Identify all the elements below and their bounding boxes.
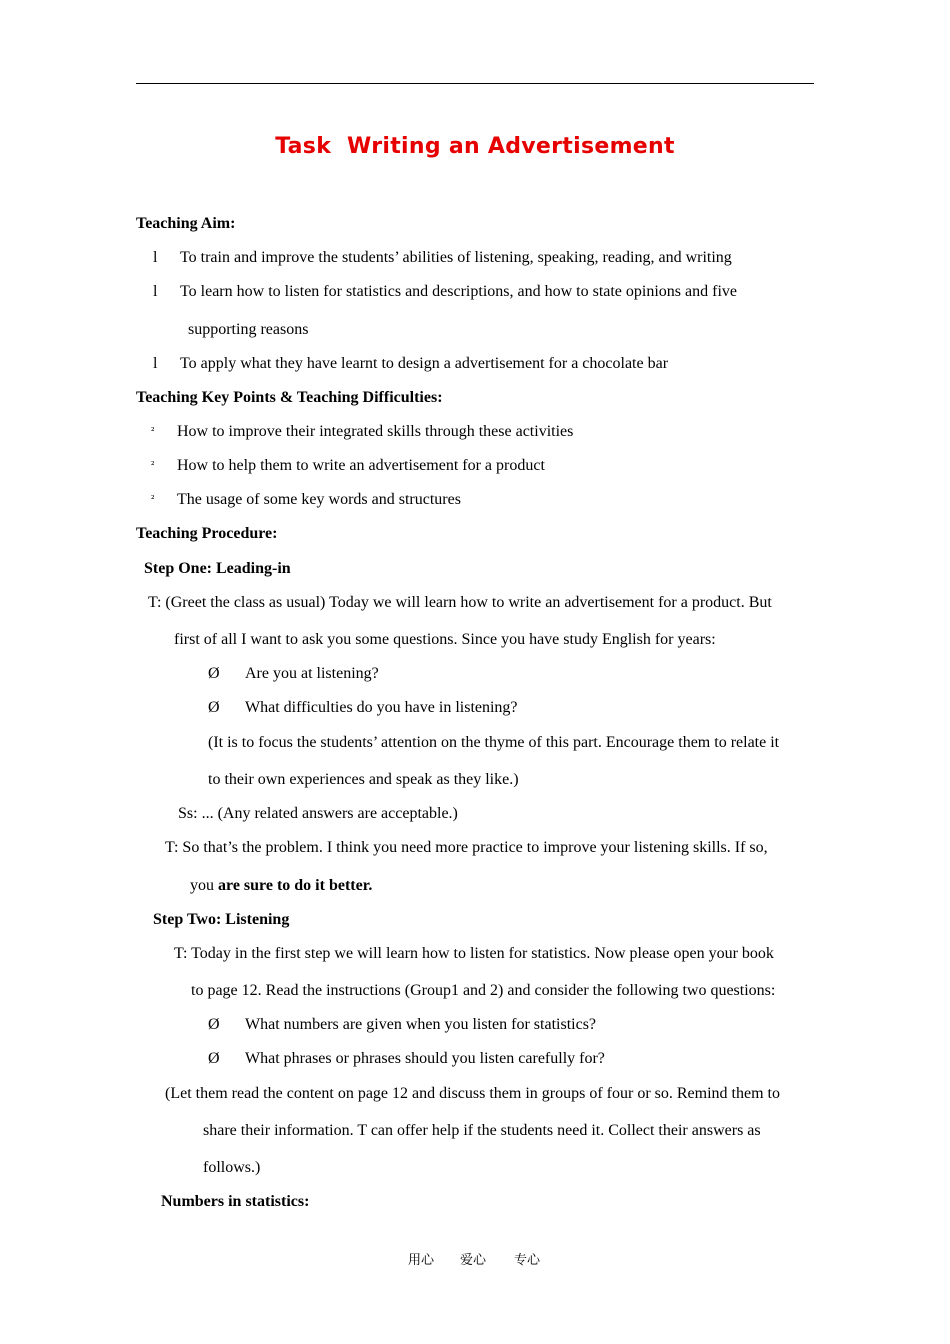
step-two-note-line-3: follows.) bbox=[203, 1159, 261, 1176]
page-title: Task Writing an Advertisement bbox=[275, 134, 675, 159]
followup-plain-text: you bbox=[190, 877, 218, 894]
step-two-note-line-2: share their information. T can offer help if the students need it. Collect their answers as bbox=[203, 1122, 761, 1139]
bullet-marker: ² bbox=[151, 493, 155, 505]
aim-item-2: To learn how to listen for statistics and descriptions, and how to state opinions and five bbox=[180, 283, 737, 300]
bullet-marker: ² bbox=[151, 459, 155, 471]
arrow-bullet: Ø bbox=[208, 665, 220, 682]
key-points-heading: Teaching Key Points & Teaching Difficulties: bbox=[136, 389, 443, 406]
arrow-bullet: Ø bbox=[208, 699, 220, 716]
step-two-note-line-1: (Let them read the content on page 12 and discuss them in groups of four or so. Remind them to bbox=[165, 1085, 780, 1102]
arrow-bullet: Ø bbox=[208, 1016, 220, 1033]
bullet-marker: ² bbox=[151, 425, 155, 437]
followup-bold-text: are sure to do it better. bbox=[218, 877, 373, 894]
key-point-2: How to help them to write an advertisement for a product bbox=[177, 457, 545, 474]
step-two-heading: Step Two: Listening bbox=[153, 911, 290, 928]
aim-item-2-continued: supporting reasons bbox=[188, 321, 309, 338]
bullet-marker: l bbox=[153, 355, 158, 372]
header-rule bbox=[136, 83, 814, 84]
step-one-teacher-line-1: T: (Greet the class as usual) Today we will learn how to write an advertisement for a product. But bbox=[148, 594, 772, 611]
step-one-teacher-followup-line-1: T: So that’s the problem. I think you need more practice to improve your listening skills. If so, bbox=[165, 839, 768, 856]
step-one-question-2: What difficulties do you have in listening? bbox=[245, 699, 518, 716]
aim-item-1: To train and improve the students’ abilities of listening, speaking, reading, and writing bbox=[180, 249, 732, 266]
step-one-question-1: Are you at listening? bbox=[245, 665, 379, 682]
key-point-3: The usage of some key words and structures bbox=[177, 491, 461, 508]
footer-text-2: 爱心 bbox=[460, 1253, 487, 1268]
procedure-heading: Teaching Procedure: bbox=[136, 525, 278, 542]
footer-text-1: 用心 bbox=[408, 1253, 435, 1268]
step-two-teacher-line-2: to page 12. Read the instructions (Group1 and 2) and consider the following two questions: bbox=[191, 982, 776, 999]
aim-item-3: To apply what they have learnt to design a advertisement for a chocolate bar bbox=[180, 355, 669, 372]
numbers-in-statistics-heading: Numbers in statistics: bbox=[161, 1193, 310, 1210]
key-point-1: How to improve their integrated skills through these activities bbox=[177, 423, 574, 440]
step-one-heading: Step One: Leading-in bbox=[144, 560, 291, 577]
step-two-question-1: What numbers are given when you listen for statistics? bbox=[245, 1016, 597, 1033]
bullet-marker: l bbox=[153, 283, 158, 300]
bullet-marker: l bbox=[153, 249, 158, 266]
step-one-teacher-line-2: first of all I want to ask you some questions. Since you have study English for years: bbox=[174, 631, 716, 648]
students-response: Ss: ... (Any related answers are acceptable.) bbox=[178, 805, 458, 822]
step-two-teacher-line-1: T: Today in the first step we will learn how to listen for statistics. Now please open your book bbox=[174, 945, 774, 962]
step-one-note-line-2: to their own experiences and speak as they like.) bbox=[208, 771, 519, 788]
arrow-bullet: Ø bbox=[208, 1050, 220, 1067]
teaching-aim-heading: Teaching Aim: bbox=[136, 215, 236, 232]
step-one-teacher-followup-line-2 bbox=[190, 876, 372, 896]
footer-text-3: 专心 bbox=[514, 1253, 541, 1268]
step-two-question-2: What phrases or phrases should you listen carefully for? bbox=[245, 1050, 605, 1067]
step-one-note-line-1: (It is to focus the students’ attention on the thyme of this part. Encourage them to relate it bbox=[208, 734, 780, 751]
